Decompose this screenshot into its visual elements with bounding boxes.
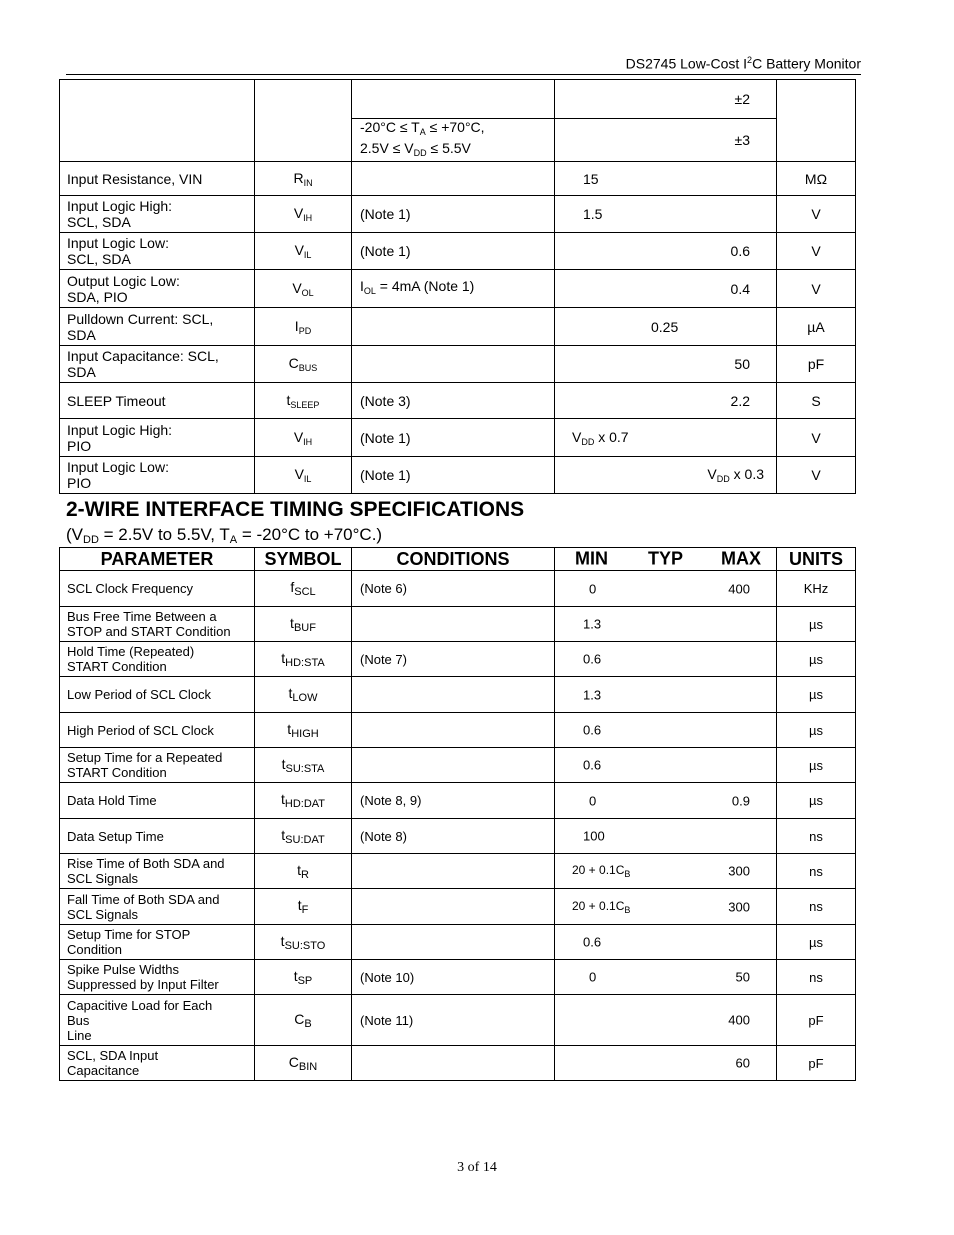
max-value: 0.6	[730, 243, 750, 259]
table-row	[60, 1046, 856, 1081]
units-cell: pF	[777, 346, 856, 383]
param-cell: Setup Time for a Repeated START Condition	[60, 748, 255, 783]
values-cell	[555, 854, 777, 889]
symbol-cell: $f_{SCL}$	[255, 571, 352, 607]
conditions-cell	[352, 889, 555, 925]
min-value: 0.6	[583, 757, 602, 773]
symbol-cell: $t_{SU:STA}$	[255, 748, 352, 783]
table-row	[60, 713, 856, 748]
units-cell: ns	[777, 889, 856, 925]
table-row	[60, 642, 856, 677]
max-value: ±2	[734, 91, 750, 107]
table-row	[60, 854, 856, 889]
conditions-cell	[352, 346, 555, 383]
units-cell: µs	[777, 925, 856, 960]
section-title: 2-WIRE INTERFACE TIMING SPECIFICATIONS	[66, 498, 525, 521]
min-value: 0	[589, 793, 597, 808]
symbol-cell: $t_{HIGH}$	[255, 713, 352, 748]
param-cell: Fall Time of Both SDA and SCL Signals	[60, 889, 255, 925]
symbol-cell: $R_{IN}$	[255, 162, 352, 196]
values-cell	[555, 642, 777, 677]
param-cell: Input Logic High: PIO	[60, 419, 255, 457]
min-value: 0.6	[583, 934, 602, 950]
max-value: $V_{DD}$ x 0.3	[707, 466, 764, 484]
values-cell	[555, 607, 777, 642]
max-value: 2.2	[730, 392, 750, 409]
param-cell	[60, 80, 255, 162]
conditions-cell: (Note 8, 9)	[352, 783, 555, 819]
header-typ: TYP	[648, 548, 684, 569]
units-cell: V	[777, 419, 856, 457]
symbol-cell: $t_{SU:STO}$	[255, 925, 352, 960]
values-cell	[555, 925, 777, 960]
header-min-typ-max	[555, 548, 777, 571]
param-cell: Low Period of SCL Clock	[60, 677, 255, 713]
values-cell	[555, 119, 777, 162]
param-cell: Input Capacitance: SCL, SDA	[60, 346, 255, 383]
units-cell: pF	[777, 1046, 856, 1081]
conditions-cell	[352, 80, 555, 119]
conditions-cell: (Note 10)	[352, 960, 555, 995]
conditions-cell: (Note 3)	[352, 383, 555, 419]
min-value: 0	[589, 581, 597, 596]
min-value: 1.5	[583, 206, 603, 222]
conditions-cell: (Note 7)	[352, 642, 555, 677]
table-row	[60, 457, 856, 494]
max-value: 300	[728, 899, 750, 914]
param-cell: Output Logic Low: SDA, PIO	[60, 270, 255, 308]
units-cell: µs	[777, 677, 856, 713]
typ-value: 0.25	[651, 318, 679, 335]
header-conditions: CONDITIONS	[352, 548, 555, 571]
symbol-cell: $C_{BIN}$	[255, 1046, 352, 1081]
table-row	[60, 889, 856, 925]
table-row	[60, 819, 856, 854]
min-value: $V_{DD}$ x 0.7	[572, 428, 629, 447]
units-cell: ns	[777, 854, 856, 889]
symbol-cell: $t_{BUF}$	[255, 607, 352, 642]
param-cell: SCL, SDA Input Capacitance	[60, 1046, 255, 1081]
symbol-cell: $I_{PD}$	[255, 308, 352, 346]
values-cell	[555, 960, 777, 995]
values-cell	[555, 196, 777, 233]
table-row	[60, 233, 856, 270]
header-units: UNITS	[777, 548, 856, 571]
units-cell: V	[777, 270, 856, 308]
symbol-cell: $V_{IH}$	[255, 419, 352, 457]
param-cell: SLEEP Timeout	[60, 383, 255, 419]
values-cell	[555, 819, 777, 854]
symbol-cell: $t_{SU:DAT}$	[255, 819, 352, 854]
conditions-cell: (Note 11)	[352, 995, 555, 1046]
values-cell	[555, 270, 777, 308]
param-cell: Input Resistance, VIN	[60, 162, 255, 196]
min-value: 0.6	[583, 651, 602, 667]
electrical-characteristics-table	[59, 79, 856, 494]
table-row	[60, 748, 856, 783]
conditions-cell: (Note 8)	[352, 819, 555, 854]
table-row	[60, 308, 856, 346]
values-cell	[555, 783, 777, 819]
symbol-cell: $V_{IL}$	[255, 457, 352, 494]
conditions-cell	[352, 925, 555, 960]
symbol-cell: $t_R$	[255, 854, 352, 889]
values-cell	[555, 748, 777, 783]
header-max: MAX	[721, 548, 761, 569]
param-cell: Pulldown Current: SCL, SDA	[60, 308, 255, 346]
conditions-cell	[352, 1046, 555, 1081]
units-cell: µs	[777, 607, 856, 642]
param-cell: Bus Free Time Between a STOP and START Condition	[60, 607, 255, 642]
table-row	[60, 607, 856, 642]
units-cell: µA	[777, 308, 856, 346]
values-cell	[555, 346, 777, 383]
conditions-cell: (Note 1)	[352, 233, 555, 270]
header-symbol: SYMBOL	[255, 548, 352, 571]
symbol-cell: $t_F$	[255, 889, 352, 925]
conditions-cell: $I_{OL} = 4mA$ (Note 1)	[352, 270, 555, 308]
table-row	[60, 346, 856, 383]
min-value: 100	[583, 828, 605, 844]
units-cell: µs	[777, 713, 856, 748]
values-cell	[555, 80, 777, 119]
max-value: ±3	[734, 132, 750, 148]
units-cell: V	[777, 233, 856, 270]
symbol-cell: $C_{BUS}$	[255, 346, 352, 383]
conditions-cell: (Note 1)	[352, 419, 555, 457]
max-value: 50	[735, 969, 750, 985]
values-cell	[555, 713, 777, 748]
units-cell	[777, 80, 856, 162]
page-header: DS2745 Low-Cost $I^2C$ Battery Monitor	[66, 55, 861, 75]
symbol-cell: $C_B$	[255, 995, 352, 1046]
values-cell	[555, 308, 777, 346]
param-cell: Data Hold Time	[60, 783, 255, 819]
symbol-cell: $V_{OL}$	[255, 270, 352, 308]
conditions-cell: (Note 1)	[352, 457, 555, 494]
table-row	[60, 270, 856, 308]
param-cell: Capacitive Load for Each Bus Line	[60, 995, 255, 1046]
param-cell: SCL Clock Frequency	[60, 571, 255, 607]
symbol-cell: $V_{IH}$	[255, 196, 352, 233]
section-conditions: ($V_{DD} = 2.5V$ to 5.5V, $T_A = -20^\circ C$ to +70°C.)	[66, 525, 383, 546]
table-row	[60, 925, 856, 960]
conditions-cell	[352, 748, 555, 783]
units-cell: pF	[777, 995, 856, 1046]
min-value: 1.3	[583, 687, 602, 702]
max-value: 400	[728, 581, 750, 596]
values-cell	[555, 383, 777, 419]
units-cell: S	[777, 383, 856, 419]
param-cell: Input Logic High: SCL, SDA	[60, 196, 255, 233]
min-value: $20 + 0.1C_B$	[572, 898, 631, 915]
param-cell: Data Setup Time	[60, 819, 255, 854]
values-cell	[555, 457, 777, 494]
param-cell: Setup Time for STOP Condition	[60, 925, 255, 960]
units-cell: KHz	[777, 571, 856, 607]
table-row	[60, 677, 856, 713]
units-cell: µs	[777, 642, 856, 677]
units-cell: µs	[777, 748, 856, 783]
header-parameter: PARAMETER	[60, 548, 255, 571]
units-cell: ns	[777, 960, 856, 995]
table-row	[60, 571, 856, 607]
values-cell	[555, 1046, 777, 1081]
max-value: 0.9	[731, 793, 750, 808]
symbol-cell: $t_{HD:STA}$	[255, 642, 352, 677]
table-row	[60, 162, 856, 196]
conditions-cell	[352, 854, 555, 889]
table-header-row	[60, 548, 856, 571]
min-value: $20 + 0.1C_B$	[572, 863, 631, 879]
conditions-cell: $-20^\circ C \le T_A \le +70^\circ C$, $2.5V \le V_{DD} \le 5.5V$	[352, 119, 555, 162]
units-cell: V	[777, 457, 856, 494]
max-value: 50	[734, 356, 750, 372]
values-cell	[555, 233, 777, 270]
units-cell: MΩ	[777, 162, 856, 196]
symbol-cell: $t_{SP}$	[255, 960, 352, 995]
symbol-cell: $t_{SLEEP}$	[255, 383, 352, 419]
units-cell: ns	[777, 819, 856, 854]
min-value: 1.3	[583, 616, 602, 632]
conditions-cell	[352, 677, 555, 713]
units-cell: V	[777, 196, 856, 233]
conditions-cell: (Note 1)	[352, 196, 555, 233]
symbol-cell: $V_{IL}$	[255, 233, 352, 270]
symbol-cell: $t_{HD:DAT}$	[255, 783, 352, 819]
values-cell	[555, 995, 777, 1046]
symbol-cell: $t_{LOW}$	[255, 677, 352, 713]
min-value: 0	[589, 969, 597, 985]
values-cell	[555, 889, 777, 925]
param-cell: Rise Time of Both SDA and SCL Signals	[60, 854, 255, 889]
max-value: 400	[728, 1012, 750, 1028]
page-number: 3 of 14	[457, 1160, 497, 1175]
min-value: 15	[583, 170, 599, 187]
conditions-cell: (Note 6)	[352, 571, 555, 607]
max-value: 0.4	[730, 280, 750, 297]
conditions-cell	[352, 162, 555, 196]
values-cell	[555, 162, 777, 196]
units-cell: µs	[777, 783, 856, 819]
table-row	[60, 383, 856, 419]
values-cell	[555, 419, 777, 457]
param-cell: Input Logic Low: SCL, SDA	[60, 233, 255, 270]
table-row	[60, 80, 856, 119]
param-cell: Spike Pulse Widths Suppressed by Input Filter	[60, 960, 255, 995]
min-value: 0.6	[583, 722, 602, 738]
param-cell: Input Logic Low: PIO	[60, 457, 255, 494]
conditions-cell	[352, 308, 555, 346]
table-row	[60, 783, 856, 819]
max-value: 300	[728, 863, 750, 879]
conditions-cell	[352, 607, 555, 642]
table-row	[60, 419, 856, 457]
header-min: MIN	[575, 548, 608, 569]
values-cell	[555, 571, 777, 607]
table-row	[60, 196, 856, 233]
param-cell: High Period of SCL Clock	[60, 713, 255, 748]
values-cell	[555, 677, 777, 713]
table-row	[60, 995, 856, 1046]
conditions-cell	[352, 713, 555, 748]
symbol-cell	[255, 80, 352, 162]
param-cell: Hold Time (Repeated) START Condition	[60, 642, 255, 677]
table-row	[60, 960, 856, 995]
max-value: 60	[735, 1055, 750, 1071]
timing-specifications-table	[59, 547, 856, 1081]
